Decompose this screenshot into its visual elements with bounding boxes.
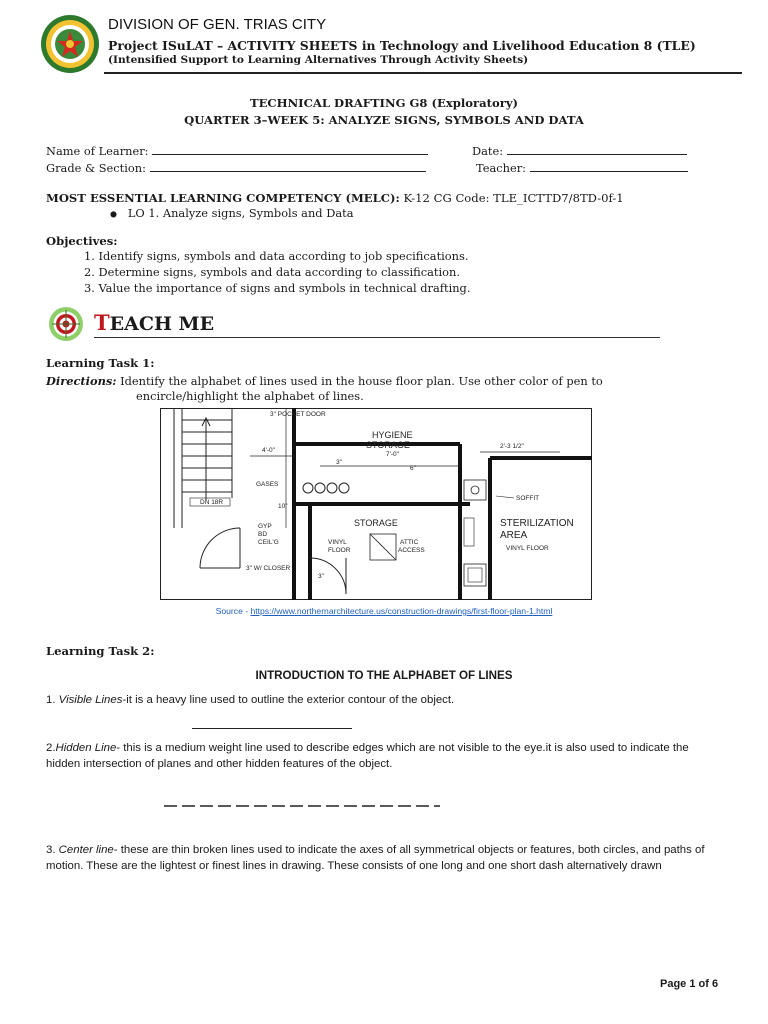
date-label: Date: [472,144,504,158]
teach-first-letter: T [94,310,110,335]
name-input-line[interactable] [152,142,428,155]
lo-text: LO 1. Analyze signs, Symbols and Data [127,206,354,220]
plan-label-bd: BD [258,531,268,538]
image-source [0,606,768,616]
alphabet-of-lines-heading: INTRODUCTION TO THE ALPHABET OF LINES [255,669,513,682]
teacher-input-line[interactable] [530,159,688,172]
plan-label-vinyl: VINYL [328,539,347,546]
date-input-line[interactable] [507,142,687,155]
item-number: 2. [46,742,56,754]
hidden-line-sample [164,805,440,807]
quarter-title: QUARTER 3–WEEK 5: ANALYZE SIGNS, SYMBOLS AND DATA [184,113,584,127]
directions-line-2: encircle/highlight the alphabet of lines. [136,389,364,403]
objective-item: 1. Identify signs, symbols and data according to job specifications. [84,249,469,263]
directions-label: Directions: [46,374,117,388]
directions-line-1 [46,374,603,388]
plan-label-vinyl-floor-right: VINYL FLOOR [506,545,549,552]
page-number [660,978,718,990]
plan-label-storage: STORAGE [354,518,398,528]
learning-task-2-heading: Learning Task 2: [46,644,155,658]
page-total: 6 [711,978,719,990]
center-line-paragraph [46,843,724,874]
center-line-term: Center line [58,844,114,856]
plan-label-hygiene: HYGIENE [372,430,413,440]
plan-label-dim-3: 3" [318,573,324,580]
teach-me-heading [94,310,214,335]
project-rest: ACTIVITY SHEETS in Technology and Livelihood Education 8 (TLE) [227,38,696,53]
visible-lines-paragraph [46,693,724,709]
objective-item: 3. Value the importance of signs and symbols in technical drafting. [84,281,471,295]
plan-label-gases: GASES [256,481,279,488]
bullet-icon: ● [110,209,117,219]
floor-plan-drawing [160,408,592,600]
plan-label-access: ACCESS [398,547,425,554]
subject-title: TECHNICAL DRAFTING G8 (Exploratory) [249,96,519,110]
visible-line-sample [192,728,352,729]
page-of: of [695,978,712,990]
hidden-line-text: - this is a medium weight line used to describe edges which are not visible to the eye.it is also used to indicate the hidden intersection of planes and other hidden features of the object. [46,742,689,770]
grade-label: Grade & Section: [46,161,146,175]
plan-label-dim-2-3: 2'-3 1/2" [500,443,524,450]
plan-label-storage-top: STORAGE [366,440,410,450]
visible-lines-term: Visible Lines [58,694,123,706]
page-prefix: Page [660,978,690,990]
plan-label-sterilization: STERILIZATION [500,518,574,529]
division-name: DIVISION OF GEN. TRIAS CITY [108,16,327,33]
page-current: 1 [689,978,696,990]
plan-label-ceil: CEIL'G [258,539,279,546]
target-icon [48,306,84,342]
teach-divider [94,337,660,338]
plan-label-dim-4: 4'-0" [262,447,275,454]
plan-label-dn: DN 18R [200,499,224,506]
plan-label-dim-3b: 3" [336,459,342,466]
melc-code: K-12 CG Code: TLE_ICTTD7/8TD-0f-1 [399,191,624,205]
objectives-heading: Objectives: [46,234,118,248]
learning-task-1-heading: Learning Task 1: [46,356,155,370]
plan-label-dim-7: 7'-0" [386,451,399,458]
source-link[interactable]: https://www.northernarchitecture.us/construction-drawings/first-floor-plan-1.html [250,606,553,616]
hidden-line-term: Hidden Line [55,742,117,754]
plan-label-pocket-door: 3" POCKET DOOR [270,411,326,418]
grade-input-line[interactable] [150,159,426,172]
plan-label-floor: FLOOR [328,547,351,554]
plan-label-dim-6: 6" [410,465,416,472]
plan-label-attic: ATTIC [400,539,419,546]
melc-label: MOST ESSENTIAL LEARNING COMPETENCY (MELC): [46,191,400,205]
lo-item [110,206,354,220]
project-prefix: Project ISuLAT – [108,38,228,53]
project-title [108,38,696,53]
objective-item: 2. Determine signs, symbols and data according to classification. [84,265,460,279]
center-line-text: - these are thin broken lines used to indicate the axes of all symmetrical objects or features, both circles, and paths of motion. These are the lightest or finest lines in drawing. These consists of one long and one short dash alternatively drawn [46,844,705,872]
teacher-field [476,159,688,175]
item-number: 1. [46,694,59,706]
grade-field [46,159,426,175]
project-subtitle: (Intensified Support to Learning Alternatives Through Activity Sheets) [108,54,529,66]
teacher-label: Teacher: [476,161,526,175]
plan-label-soffit: SOFFIT [516,495,540,502]
visible-lines-text: -it is a heavy line used to outline the exterior contour of the object. [122,694,455,706]
hidden-line-paragraph [46,741,724,772]
melc [46,191,624,205]
plan-label-gyp: GYP [258,523,272,530]
directions-text: Identify the alphabet of lines used in the house floor plan. Use other color of pen to [116,374,603,388]
division-seal-icon [40,14,100,74]
plan-label-dim-10: 10" [278,503,288,510]
plan-label-area: AREA [500,530,528,541]
source-label: Source - [215,606,251,616]
date-field [472,142,687,158]
header-divider [104,72,742,74]
name-field [46,142,428,158]
teach-rest: EACH ME [109,313,215,335]
item-number: 3. [46,844,59,856]
plan-label-closer: 3" W/ CLOSER [246,565,291,572]
name-label: Name of Learner: [46,144,149,158]
